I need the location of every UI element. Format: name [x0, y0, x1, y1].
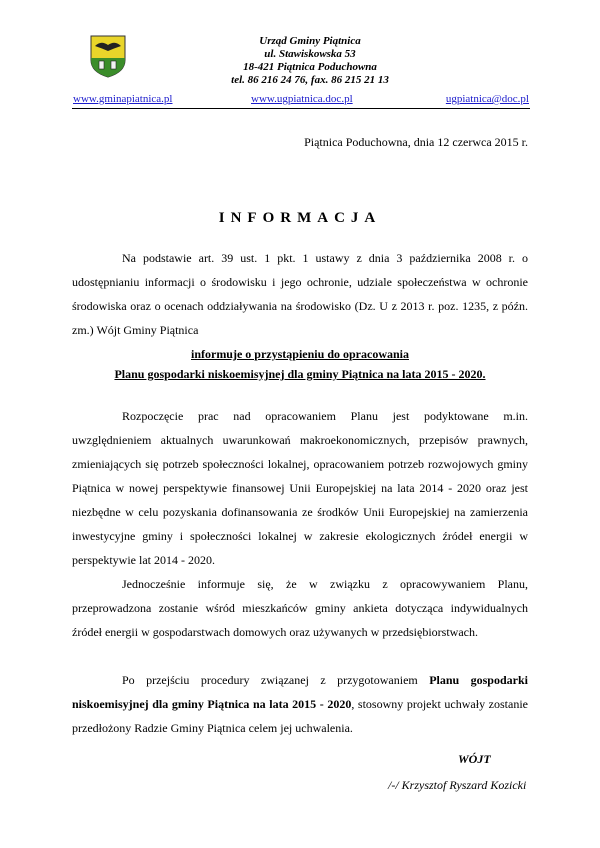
letterhead: [160, 35, 460, 87]
paragraph-1: Rozpoczęcie prac nad opracowaniem Planu jest podyktowane m.in. uwzględnieniem aktualnych uwarunkowań makroekonomicznych, przepisów prawnych, zmieniających się potrzeb społeczności lokalnej, opracowaniem potrzeb rozwojowych gminy Piątnica w nowej perspektywie finansowej Unii Europejskiej na lata 2014 - 2020 oraz jest niezbędne w celu pozyskania dofinansowania ze środków Unii Europejskiej na zamierzenia inwestycyjne gminy i społeczności lokalnej w zakresie ekologicznych źródeł energii w perspektywie lat 2014 - 2020.: [72, 409, 528, 567]
office-postal: 18-421 Piątnica Poduchowna: [243, 61, 377, 73]
headline-line-1: informuje o przystąpieniu do opracowania: [190, 347, 409, 361]
paragraph-3: [72, 668, 528, 740]
link-bip[interactable]: www.ugpiatnica.doc.pl: [251, 93, 353, 105]
link-email[interactable]: ugpiatnica@doc.pl: [445, 93, 529, 105]
office-street: ul. Stawiskowska 53: [264, 48, 356, 60]
document-title: INFORMACJA: [218, 210, 382, 226]
paragraph-3-start: Po przejściu procedury związanej z przygotowaniem: [122, 673, 430, 687]
header-divider: [72, 108, 530, 109]
link-website[interactable]: www.gminapiatnica.pl: [73, 93, 173, 105]
signature-name: /-/ Krzysztof Ryszard Kozicki: [388, 778, 527, 792]
office-phone: tel. 86 216 24 76, fax. 86 215 21 13: [231, 74, 389, 86]
paragraph-2: Jednocześnie informuje się, że w związku z opracowywaniem Planu, przeprowadzona zostanie wśród mieszkańców gminy ankieta dotycząca indywidualnych źródeł energii w gospodarstwach domowych oraz używanych w przedsiębiorstwach.: [72, 577, 528, 639]
paragraph-3-end: , stosowny projekt uchwały zostanie przedłożony Radzie Gminy Piątnica celem jej uchwalenia.: [72, 697, 528, 735]
headline-line-2: Planu gospodarki niskoemisyjnej dla gminy Piątnica na lata 2015 - 2020.: [114, 367, 486, 381]
paragraph-3-plan-name: Planu gospodarki niskoemisyjnej dla gminy Piątnica na lata 2015 - 2020: [72, 673, 528, 711]
signature-title: WÓJT: [458, 752, 491, 766]
office-name: Urząd Gminy Piątnica: [259, 35, 361, 47]
date-line: Piątnica Poduchowna, dnia 12 czerwca 2015 r.: [304, 135, 528, 149]
municipality-crest-icon: [89, 34, 127, 78]
intro-paragraph: Na podstawie art. 39 ust. 1 pkt. 1 ustawy z dnia 3 października 2008 r. o udostępnianiu informacji o środowisku i jego ochronie, udziale społeczeństwa w ochronie środowiska oraz o ocenach oddziaływania na środowisko (Dz. U z 2013 r. poz. 1235, z późn. zm.) Wójt Gminy Piątnica: [72, 251, 528, 337]
